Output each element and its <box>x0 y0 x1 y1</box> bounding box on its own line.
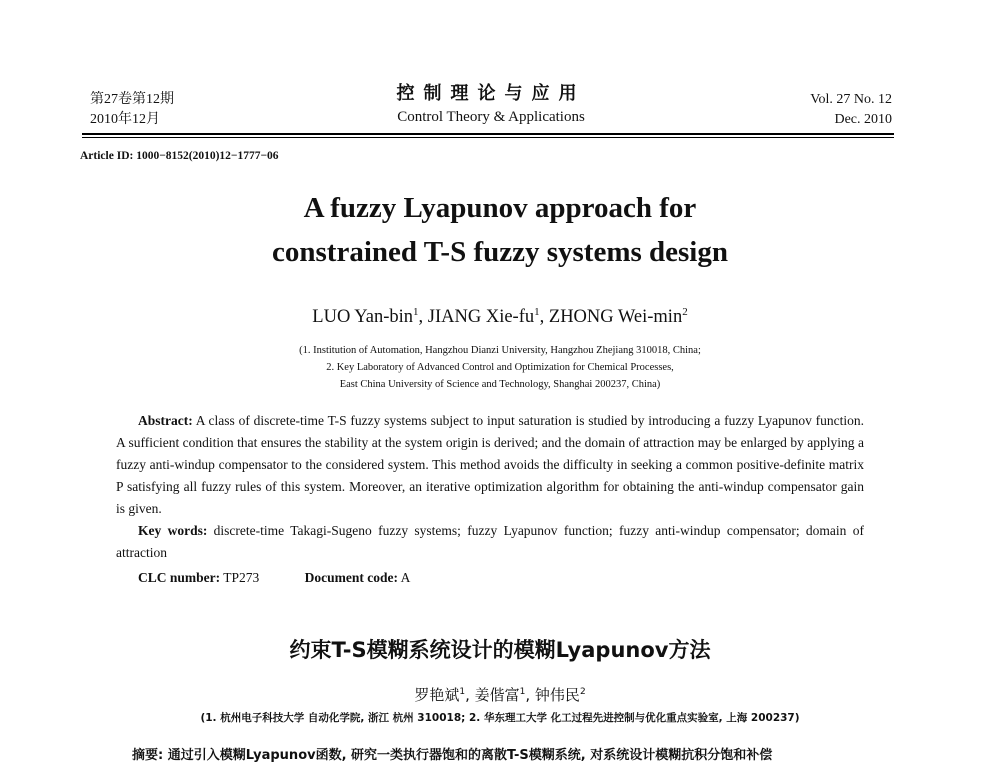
keywords-label: Key words: <box>138 523 208 538</box>
keywords-text: discrete-time Takagi-Sugeno fuzzy systems; fuzzy Lyapunov function; fuzzy anti-windup compensator; domain of attraction <box>116 523 864 560</box>
keywords <box>116 520 864 564</box>
author: JIANG Xie-$fu^1$, <box>427 306 549 328</box>
author-cn: 罗艳斌$^1$, <box>414 686 475 704</box>
clc-value: TP273 <box>223 570 260 585</box>
affiliations <box>0 342 1000 393</box>
paper-title <box>0 186 1000 274</box>
author-cn: 钟伟民$^2$ <box>534 686 586 704</box>
journal-title-en: Control Theory & Applications <box>397 109 585 125</box>
volume-cn: 第27卷第12期 <box>90 92 174 107</box>
journal-header <box>90 83 892 132</box>
title-line-1: A fuzzy Lyapunov approach for <box>303 192 697 224</box>
abstract <box>116 410 864 520</box>
header-rule-thin <box>82 137 894 138</box>
abstract-label: Abstract: <box>138 413 193 428</box>
author-list <box>0 306 1000 328</box>
header-center <box>90 82 892 128</box>
author: LUO Yan-bin$^1$, <box>312 306 428 328</box>
journal-title-cn: 控制理论与应用 <box>396 83 586 104</box>
date-cn: 2010年12月 <box>90 112 160 127</box>
volume-en: Vol. 27 No. 12 <box>810 92 892 107</box>
affiliation-line: 2. Key Laboratory of Advanced Control and Optimization for Chemical Processes, <box>326 362 674 373</box>
chinese-abstract: 摘要: 通过引入模糊Lyapunov函数, 研究一类执行器饱和的离散T-S模糊系统, 对系统设计模糊抗积分饱和补偿 <box>132 748 773 763</box>
classification-codes <box>138 570 410 586</box>
article-id: Article ID: 1000−8152(2010)12−1777−06 <box>80 150 279 162</box>
header-right <box>810 90 892 130</box>
chinese-author-list <box>0 684 1000 705</box>
date-en: Dec. 2010 <box>834 112 892 127</box>
doc-code-value: A <box>400 570 411 585</box>
abstract-text: A class of discrete-time T-S fuzzy systems subject to input saturation is studied by introducing a fuzzy Lyapunov function. A sufficient condition that ensures the stability at the system origin is derived; and the domain of attraction may be enlarged by applying a fuzzy anti-windup compensator to the considered system. This method avoids the difficulty in seeking a common positive-definite matrix P satisfying all fuzzy rules of this system. Moreover, an iterative optimization algorithm for obtaining the anti-windup compensator gain is given. <box>116 413 864 516</box>
affiliation-line: (1. Institution of Automation, Hangzhou Dianzi University, Hangzhou Zhejiang 310018, China; <box>299 345 701 356</box>
header-rule-thick <box>82 133 894 135</box>
chinese-affiliation: (1. 杭州电子科技大学 自动化学院, 浙江 杭州 310018; 2. 华东理工大学 化工过程先进控制与优化重点实验室, 上海 200237) <box>200 712 800 724</box>
author-cn: 姜偕富$^1$, <box>474 686 535 704</box>
affiliation-line: East China University of Science and Technology, Shanghai 200237, China) <box>339 379 661 390</box>
clc-label: CLC number: <box>138 570 221 585</box>
doc-code-label: Document code: <box>304 570 399 585</box>
chinese-title: 约束T-S模糊系统设计的模糊Lyapunov方法 <box>289 638 711 662</box>
abstract-block <box>116 410 864 564</box>
title-line-2: constrained T-S fuzzy systems design <box>272 236 728 268</box>
author: ZHONG Wei-$\min^2$ <box>548 306 688 328</box>
